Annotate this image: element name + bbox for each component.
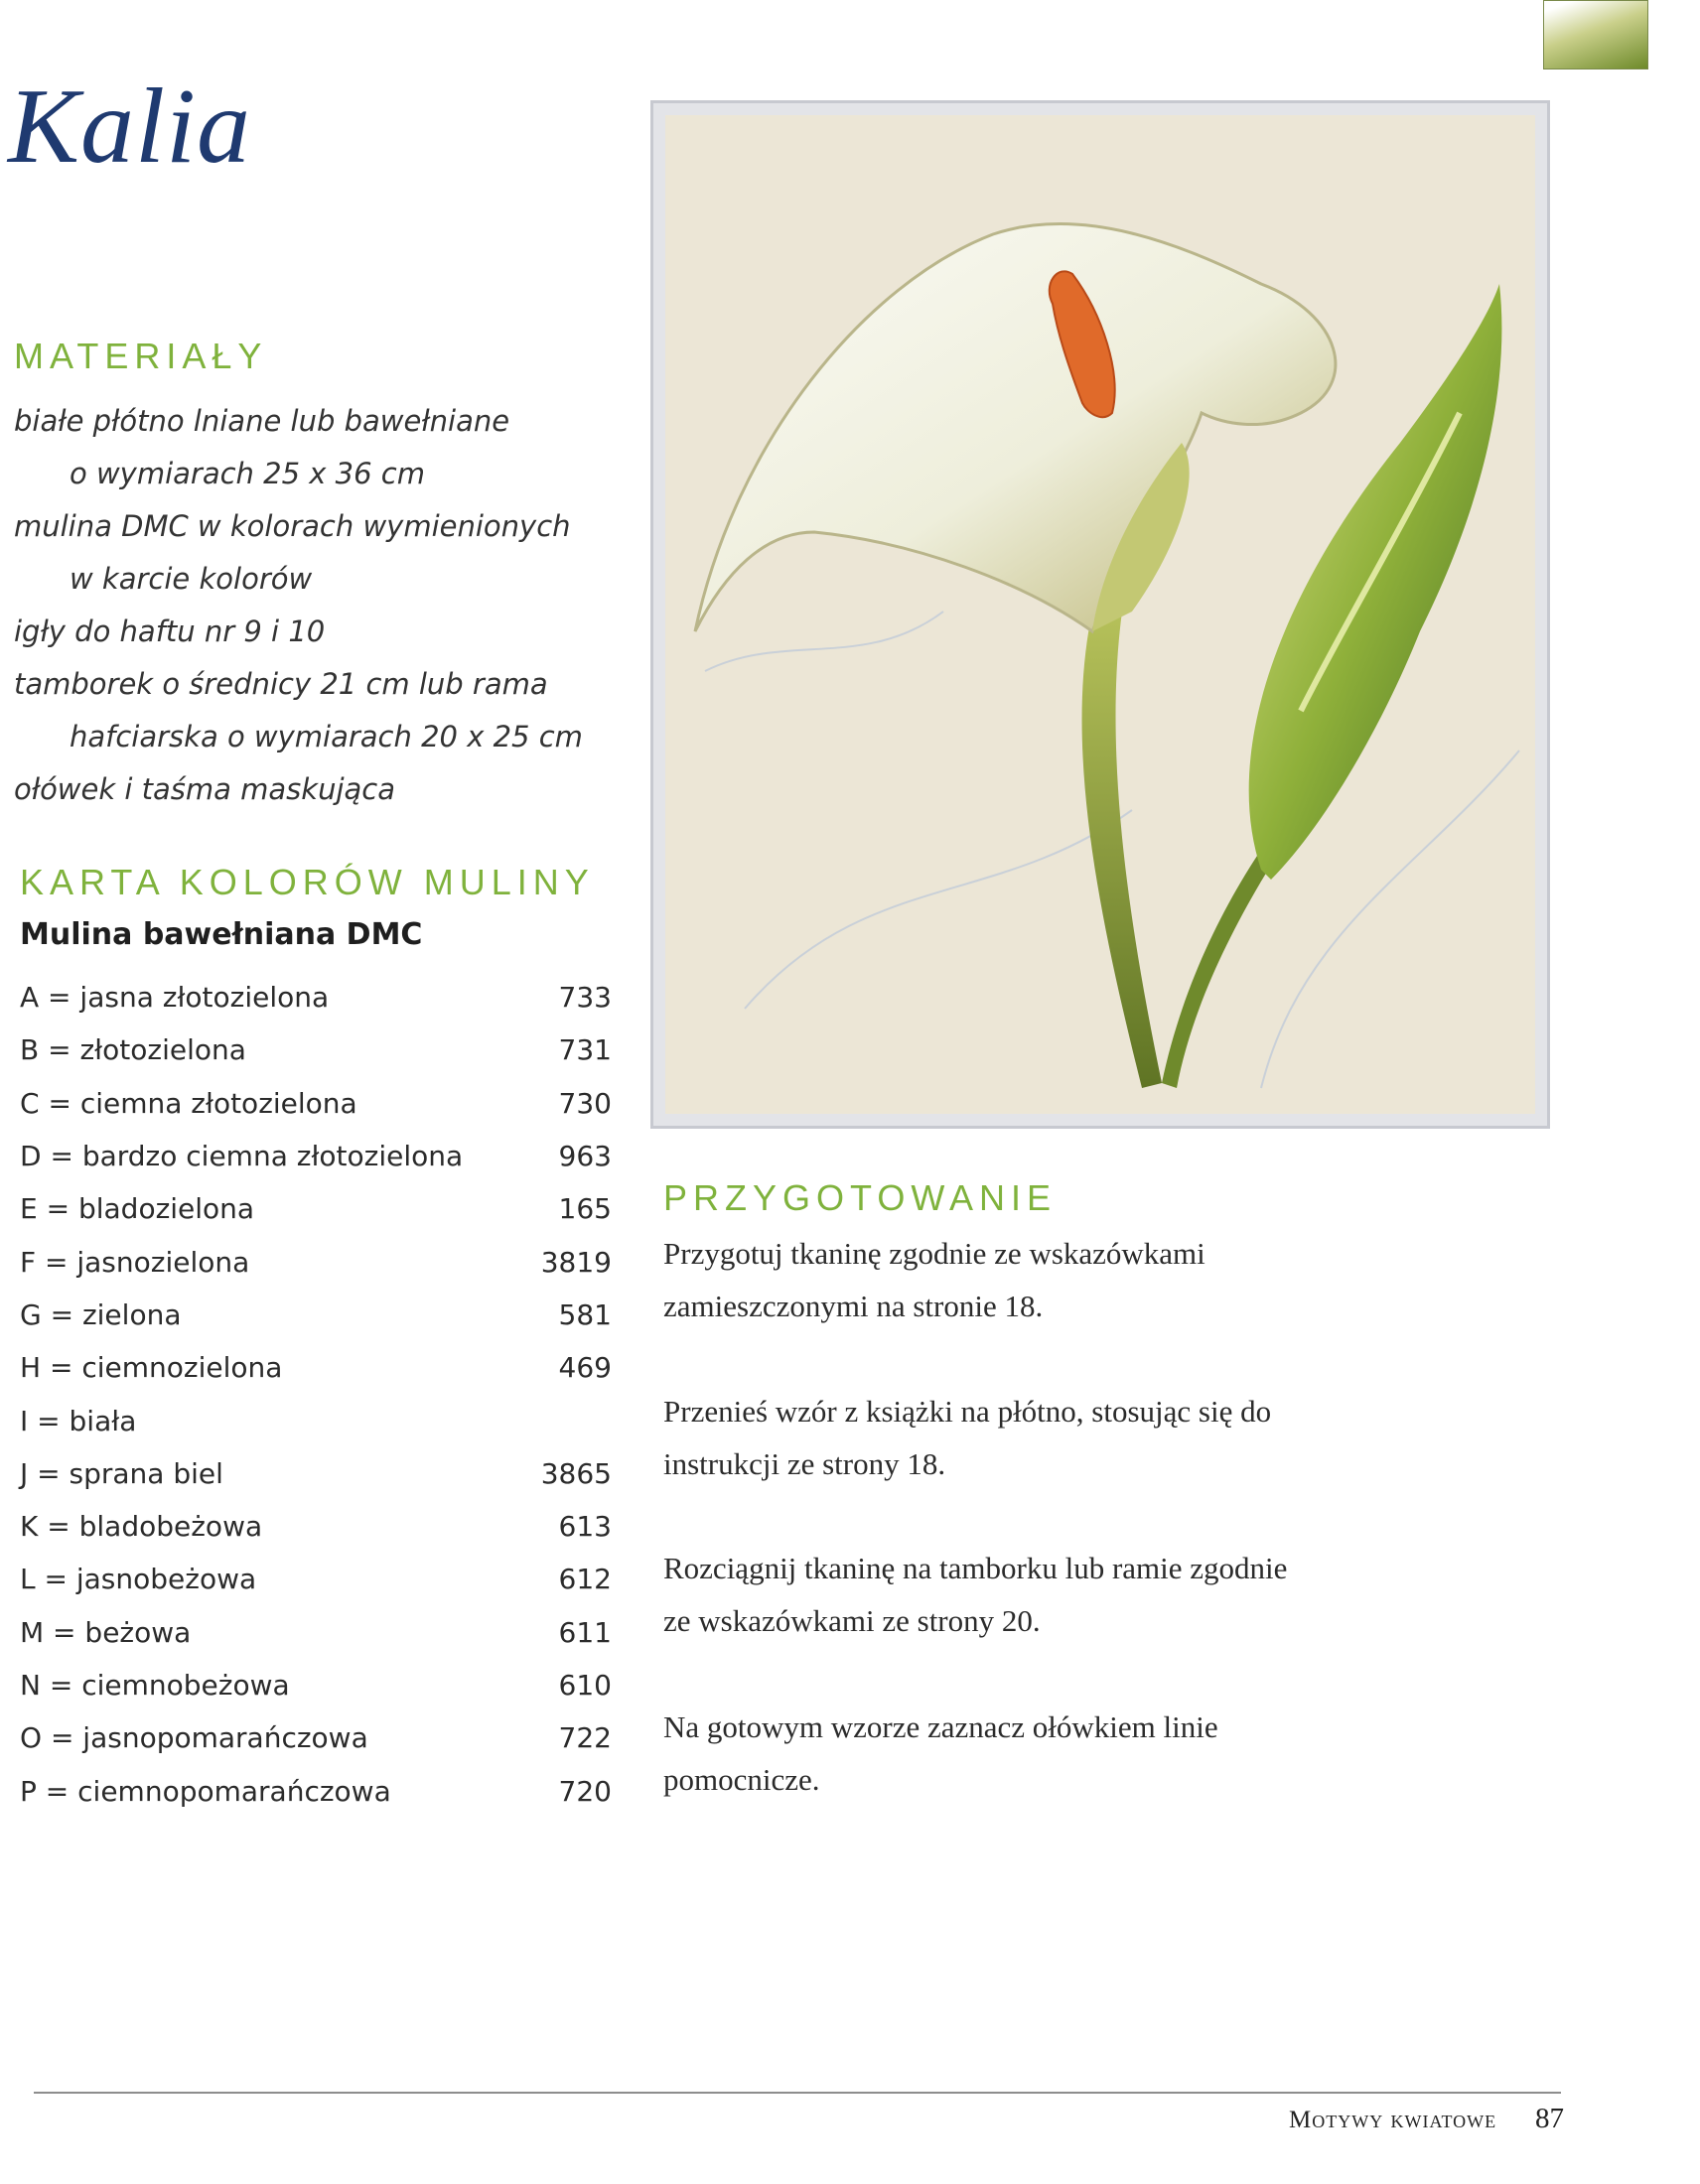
color-label: J = sprana biel [20,1456,223,1490]
color-label: F = jasnozielona [20,1245,250,1279]
color-row [20,1289,612,1341]
color-chart-table [20,971,612,1818]
color-code: 610 [558,1669,612,1702]
color-label: L = jasnobeżowa [20,1563,257,1596]
color-label: E = bladozielona [20,1192,255,1226]
color-label: B = złotozielona [20,1033,246,1067]
color-code: 469 [558,1351,612,1385]
materials-list [14,395,583,816]
preparation-paragraph-3: Rozciągnij tkaninę na tamborku lub ramie zgodnie ze wskazówkami ze strony 20. [663,1551,1288,1638]
page-title: Kalia [8,68,252,186]
materials-item: w karcie kolorów [70,562,313,596]
color-code: 165 [558,1192,612,1226]
preparation-paragraph-4: Na gotowym wzorze zaznacz ołówkiem linie pomocnicze. [663,1709,1218,1797]
color-code: 581 [558,1297,612,1331]
color-chart-subheading: Mulina bawełniana DMC [20,917,423,952]
materials-item: ołówek i taśma maskująca [14,772,395,806]
color-row [20,1711,612,1764]
materials-heading: MATERIAŁY [14,336,268,376]
calla-lily-illustration [665,115,1535,1114]
preparation-heading: PRZYGOTOWANIE [663,1177,1058,1218]
preparation-paragraph-1: Przygotuj tkaninę zgodnie ze wskazówkami zamieszczonymi na stronie 18. [663,1236,1205,1323]
color-code: 733 [558,981,612,1015]
materials-item: o wymiarach 25 x 36 cm [70,457,425,490]
color-label: O = jasnopomarańczowa [20,1721,368,1755]
color-row [20,1553,612,1605]
materials-item: hafciarska o wymiarach 20 x 25 cm [70,720,583,753]
color-label: N = ciemnobeżowa [20,1669,290,1702]
color-row [20,1447,612,1500]
color-row [20,1764,612,1817]
color-label: H = ciemnozielona [20,1351,283,1385]
color-row [20,1077,612,1130]
color-row [20,971,612,1024]
color-code: 611 [558,1615,612,1649]
color-label: P = ciemnopomarańczowa [20,1774,391,1808]
color-label: C = ciemna złotozielona [20,1086,357,1120]
color-code: 720 [558,1774,612,1808]
color-row [20,1130,612,1182]
color-label: K = bladobeżowa [20,1510,263,1544]
color-label: D = bardzo ciemna złotozielona [20,1140,464,1173]
footer-section-title: Motywy kwiatowe [1289,2107,1497,2133]
color-row [20,1394,612,1446]
color-code: 3819 [540,1245,612,1279]
color-code: 963 [558,1140,612,1173]
page-number: 87 [1535,2103,1564,2134]
color-label: I = biała [20,1404,137,1437]
color-row [20,1182,612,1235]
materials-item: mulina DMC w kolorach wymienionych [14,509,571,543]
materials-item: białe płótno lniane lub bawełniane [14,404,510,438]
color-code: 731 [558,1033,612,1067]
color-code [530,1394,612,1446]
color-row [20,1606,612,1659]
color-code: 722 [558,1721,612,1755]
color-code: 730 [558,1086,612,1120]
color-row [20,1341,612,1394]
color-code: 3865 [540,1456,612,1490]
preparation-paragraph-2: Przenieś wzór z książki na płótno, stosując się do instrukcji ze strony 18. [663,1394,1272,1481]
color-label: G = zielona [20,1297,182,1331]
materials-item: igły do haftu nr 9 i 10 [14,614,326,648]
footer-divider [34,2092,1561,2094]
materials-item: tamborek o średnicy 21 cm lub rama [14,667,548,701]
color-code: 612 [558,1563,612,1596]
color-row [20,1659,612,1711]
color-code: 613 [558,1510,612,1544]
color-row [20,1024,612,1076]
color-label: A = jasna złotozielona [20,981,330,1015]
color-chart-heading: KARTA KOLORÓW MULINY [20,862,595,902]
calla-lily-embroidery-photo [653,103,1547,1126]
corner-thumbnail-image [1543,0,1648,69]
color-row [20,1235,612,1288]
color-label: M = beżowa [20,1615,192,1649]
color-row [20,1500,612,1553]
